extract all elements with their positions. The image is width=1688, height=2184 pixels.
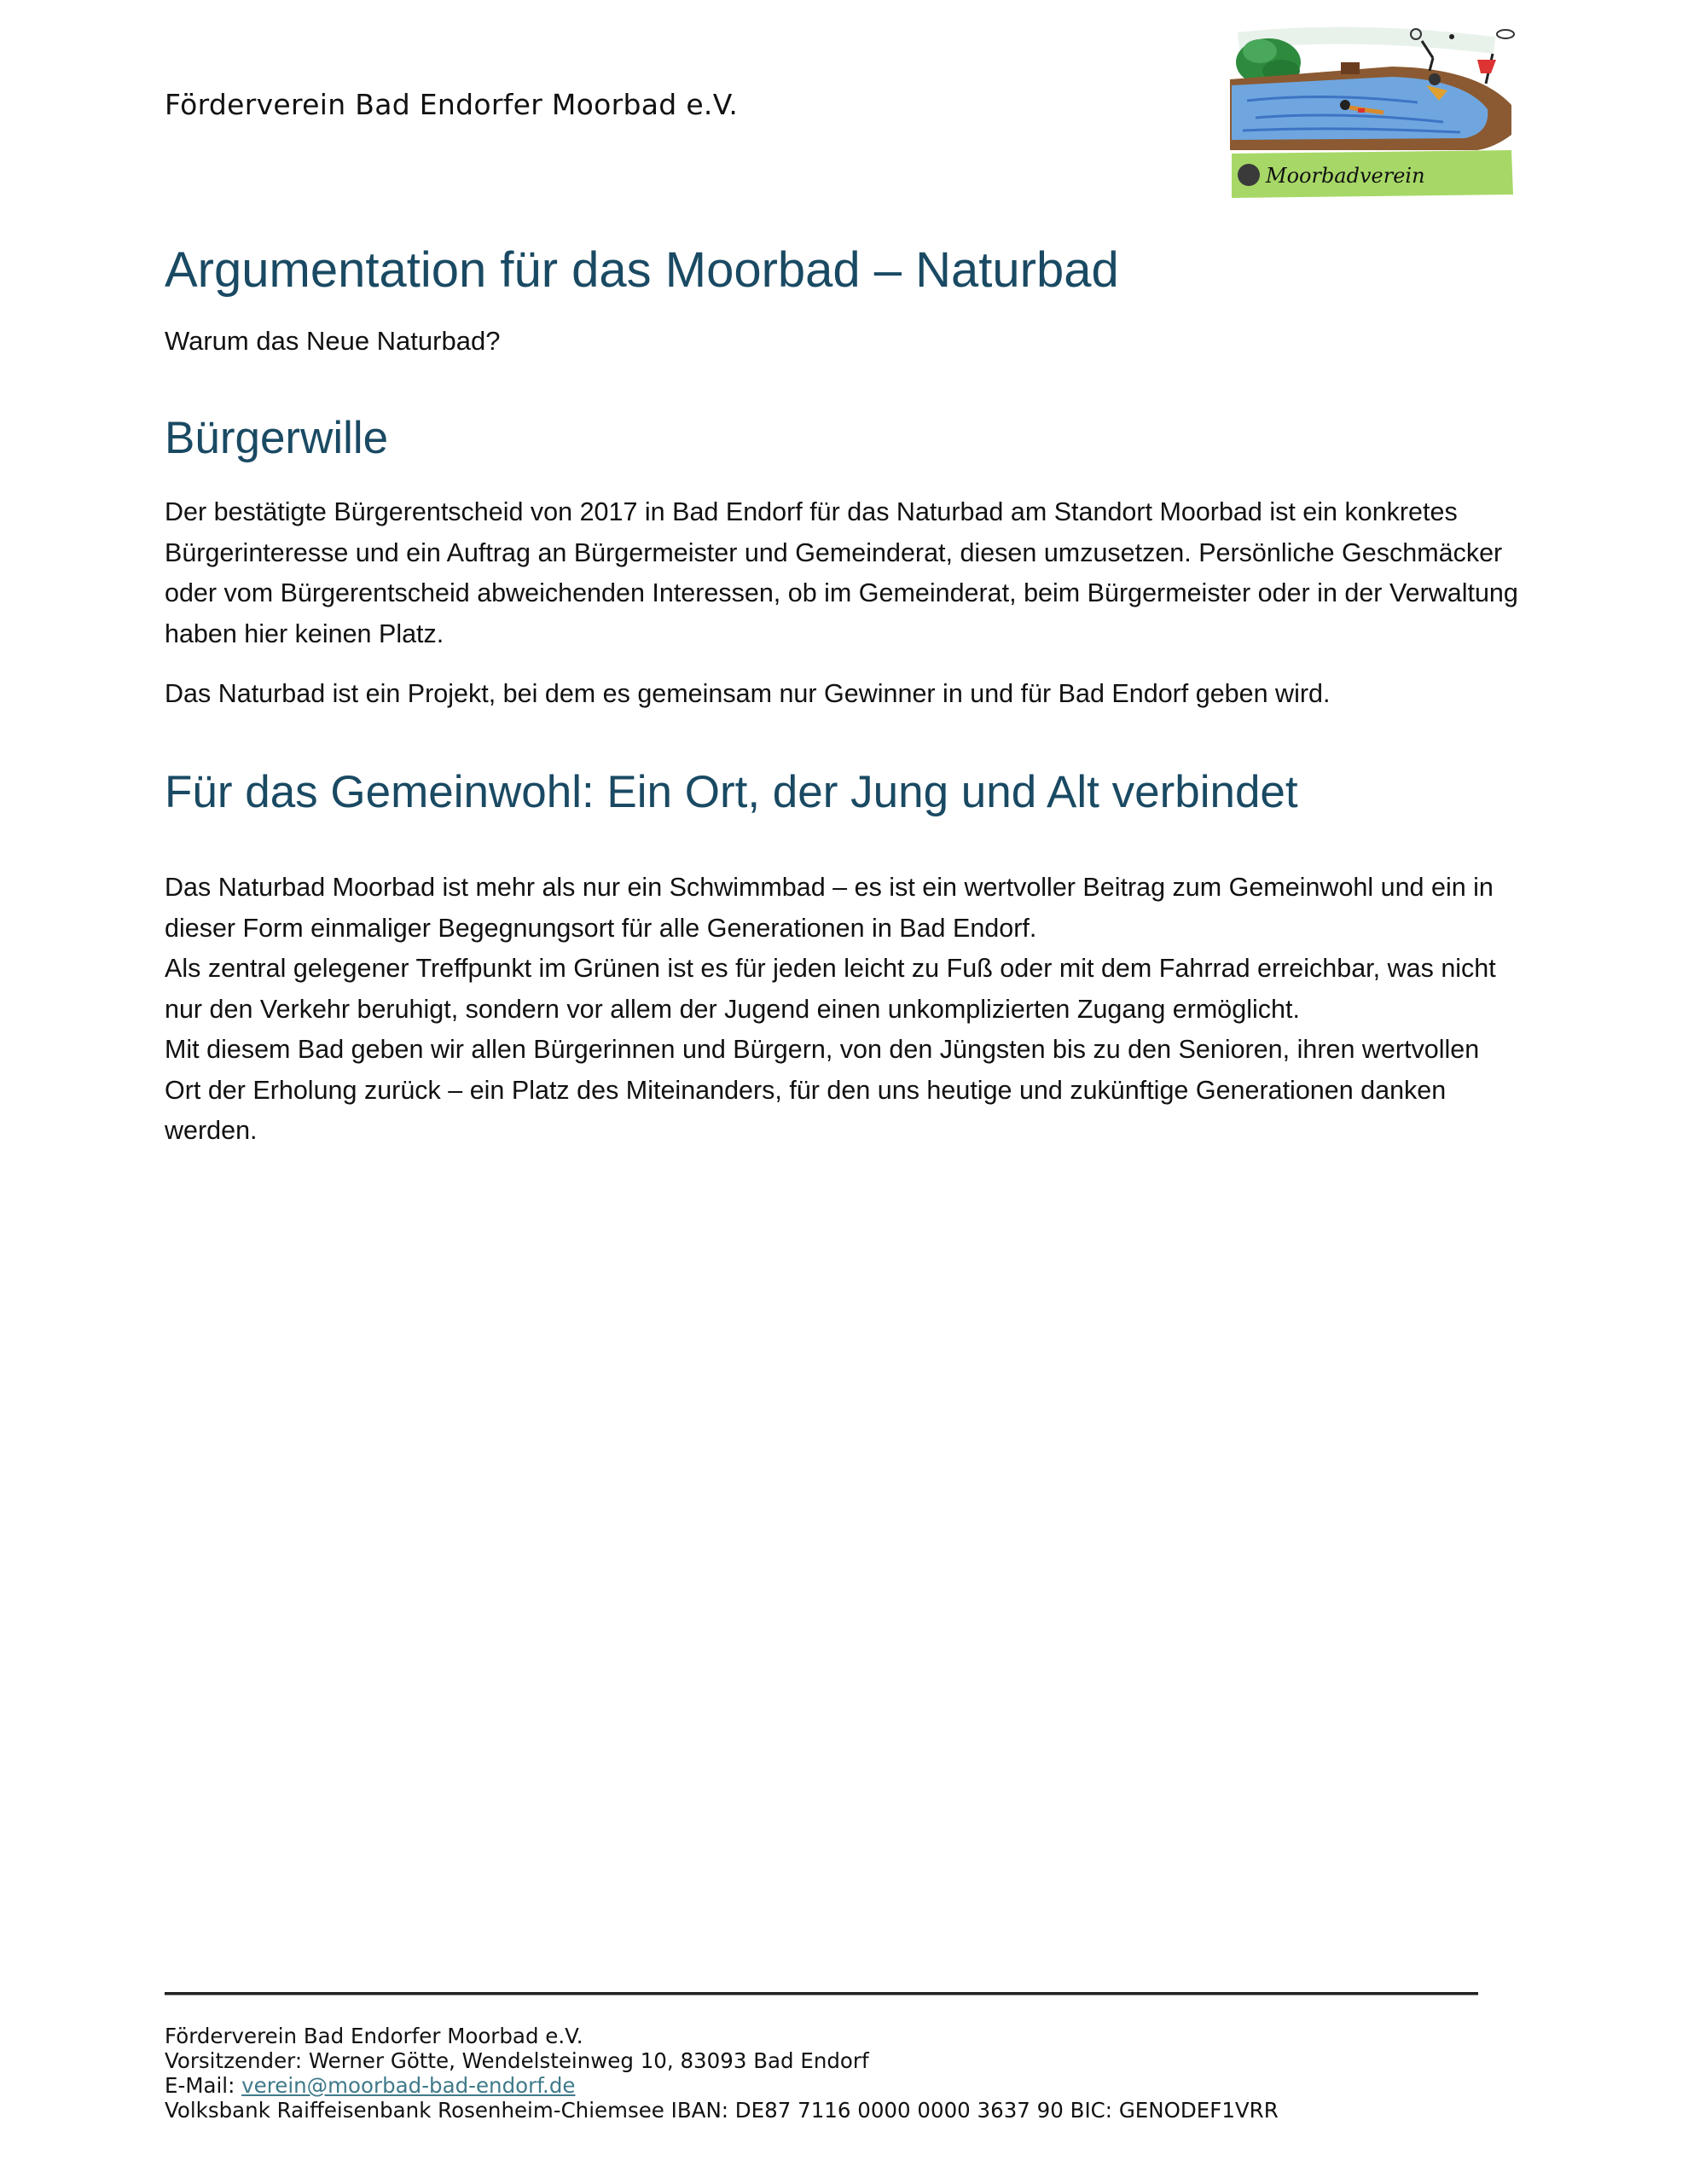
footer-bank: Volksbank Raiffeisenbank Rosenheim-Chiemsee IBAN: DE87 7116 0000 0000 3637 90 BIC: GENODEF1VRR [165, 2098, 1279, 2123]
moorbadverein-logo [1221, 7, 1516, 207]
logo-text: Moorbadverein [1266, 164, 1425, 188]
footer [165, 2024, 1279, 2123]
footer-email-link[interactable]: verein@moorbad-bad-endorf.de [241, 2073, 576, 2098]
page-title: Argumentation für das Moorbad – Naturbad [165, 242, 1119, 298]
section-heading-buergerwille: Bürgerwille [165, 413, 389, 463]
header-organization: Förderverein Bad Endorfer Moorbad e.V. [165, 88, 739, 121]
footer-organization: Förderverein Bad Endorfer Moorbad e.V. [165, 2024, 583, 2048]
section-body-gemeinwohl [165, 868, 1521, 1152]
logo-drawing [1221, 7, 1516, 207]
section-heading-gemeinwohl: Für das Gemeinwohl: Ein Ort, der Jung und Alt verbindet [165, 767, 1298, 817]
section-body-buergerwille [165, 492, 1521, 715]
footer-email-line [165, 2073, 1279, 2098]
footer-divider [165, 1992, 1478, 1995]
footer-email-label: E-Mail: [165, 2073, 242, 2098]
paragraph: Das Naturbad ist ein Projekt, bei dem es gemeinsam nur Gewinner in und für Bad Endorf geben wird. [165, 679, 1331, 708]
paragraph: Das Naturbad Moorbad ist mehr als nur ein Schwimmbad – es ist ein wertvoller Beitrag zum Gemeinwohl und ein in dieser Form einmaliger Begegnungsort für alle Generationen in Bad Endorf. [165, 873, 1494, 943]
paragraph: Mit diesem Bad geben wir allen Bürgerinnen und Bürgern, von den Jüngsten bis zu den Senioren, ihren wertvollen Ort der Erholung zurück – ein Platz des Miteinanders, für den uns heutige und zukünftige Generationen danken werden. [165, 1035, 1480, 1145]
page-subtitle: Warum das Neue Naturbad? [165, 326, 501, 356]
footer-chair: Vorsitzender: Werner Götte, Wendelsteinweg 10, 83093 Bad Endorf [165, 2048, 869, 2073]
paragraph: Der bestätigte Bürgerentscheid von 2017 in Bad Endorf für das Naturbad am Standort Moorbad ist ein konkretes Bürgerinteresse und ein Auftrag an Bürgermeister und Gemeinderat, diesen umzusetzen. Persönliche Geschmäcker oder vom Bürgerentscheid abweichenden Interessen, ob im Gemeinderat, beim Bürgermeister oder in der Verwaltung haben hier keinen Platz. [165, 497, 1518, 648]
paragraph: Als zentral gelegener Treffpunkt im Grünen ist es für jeden leicht zu Fuß oder mit dem Fahrrad erreichbar, was nicht nur den Verkehr beruhigt, sondern vor allem der Jugend einen unkomplizierten Zugang ermöglicht. [165, 954, 1496, 1024]
